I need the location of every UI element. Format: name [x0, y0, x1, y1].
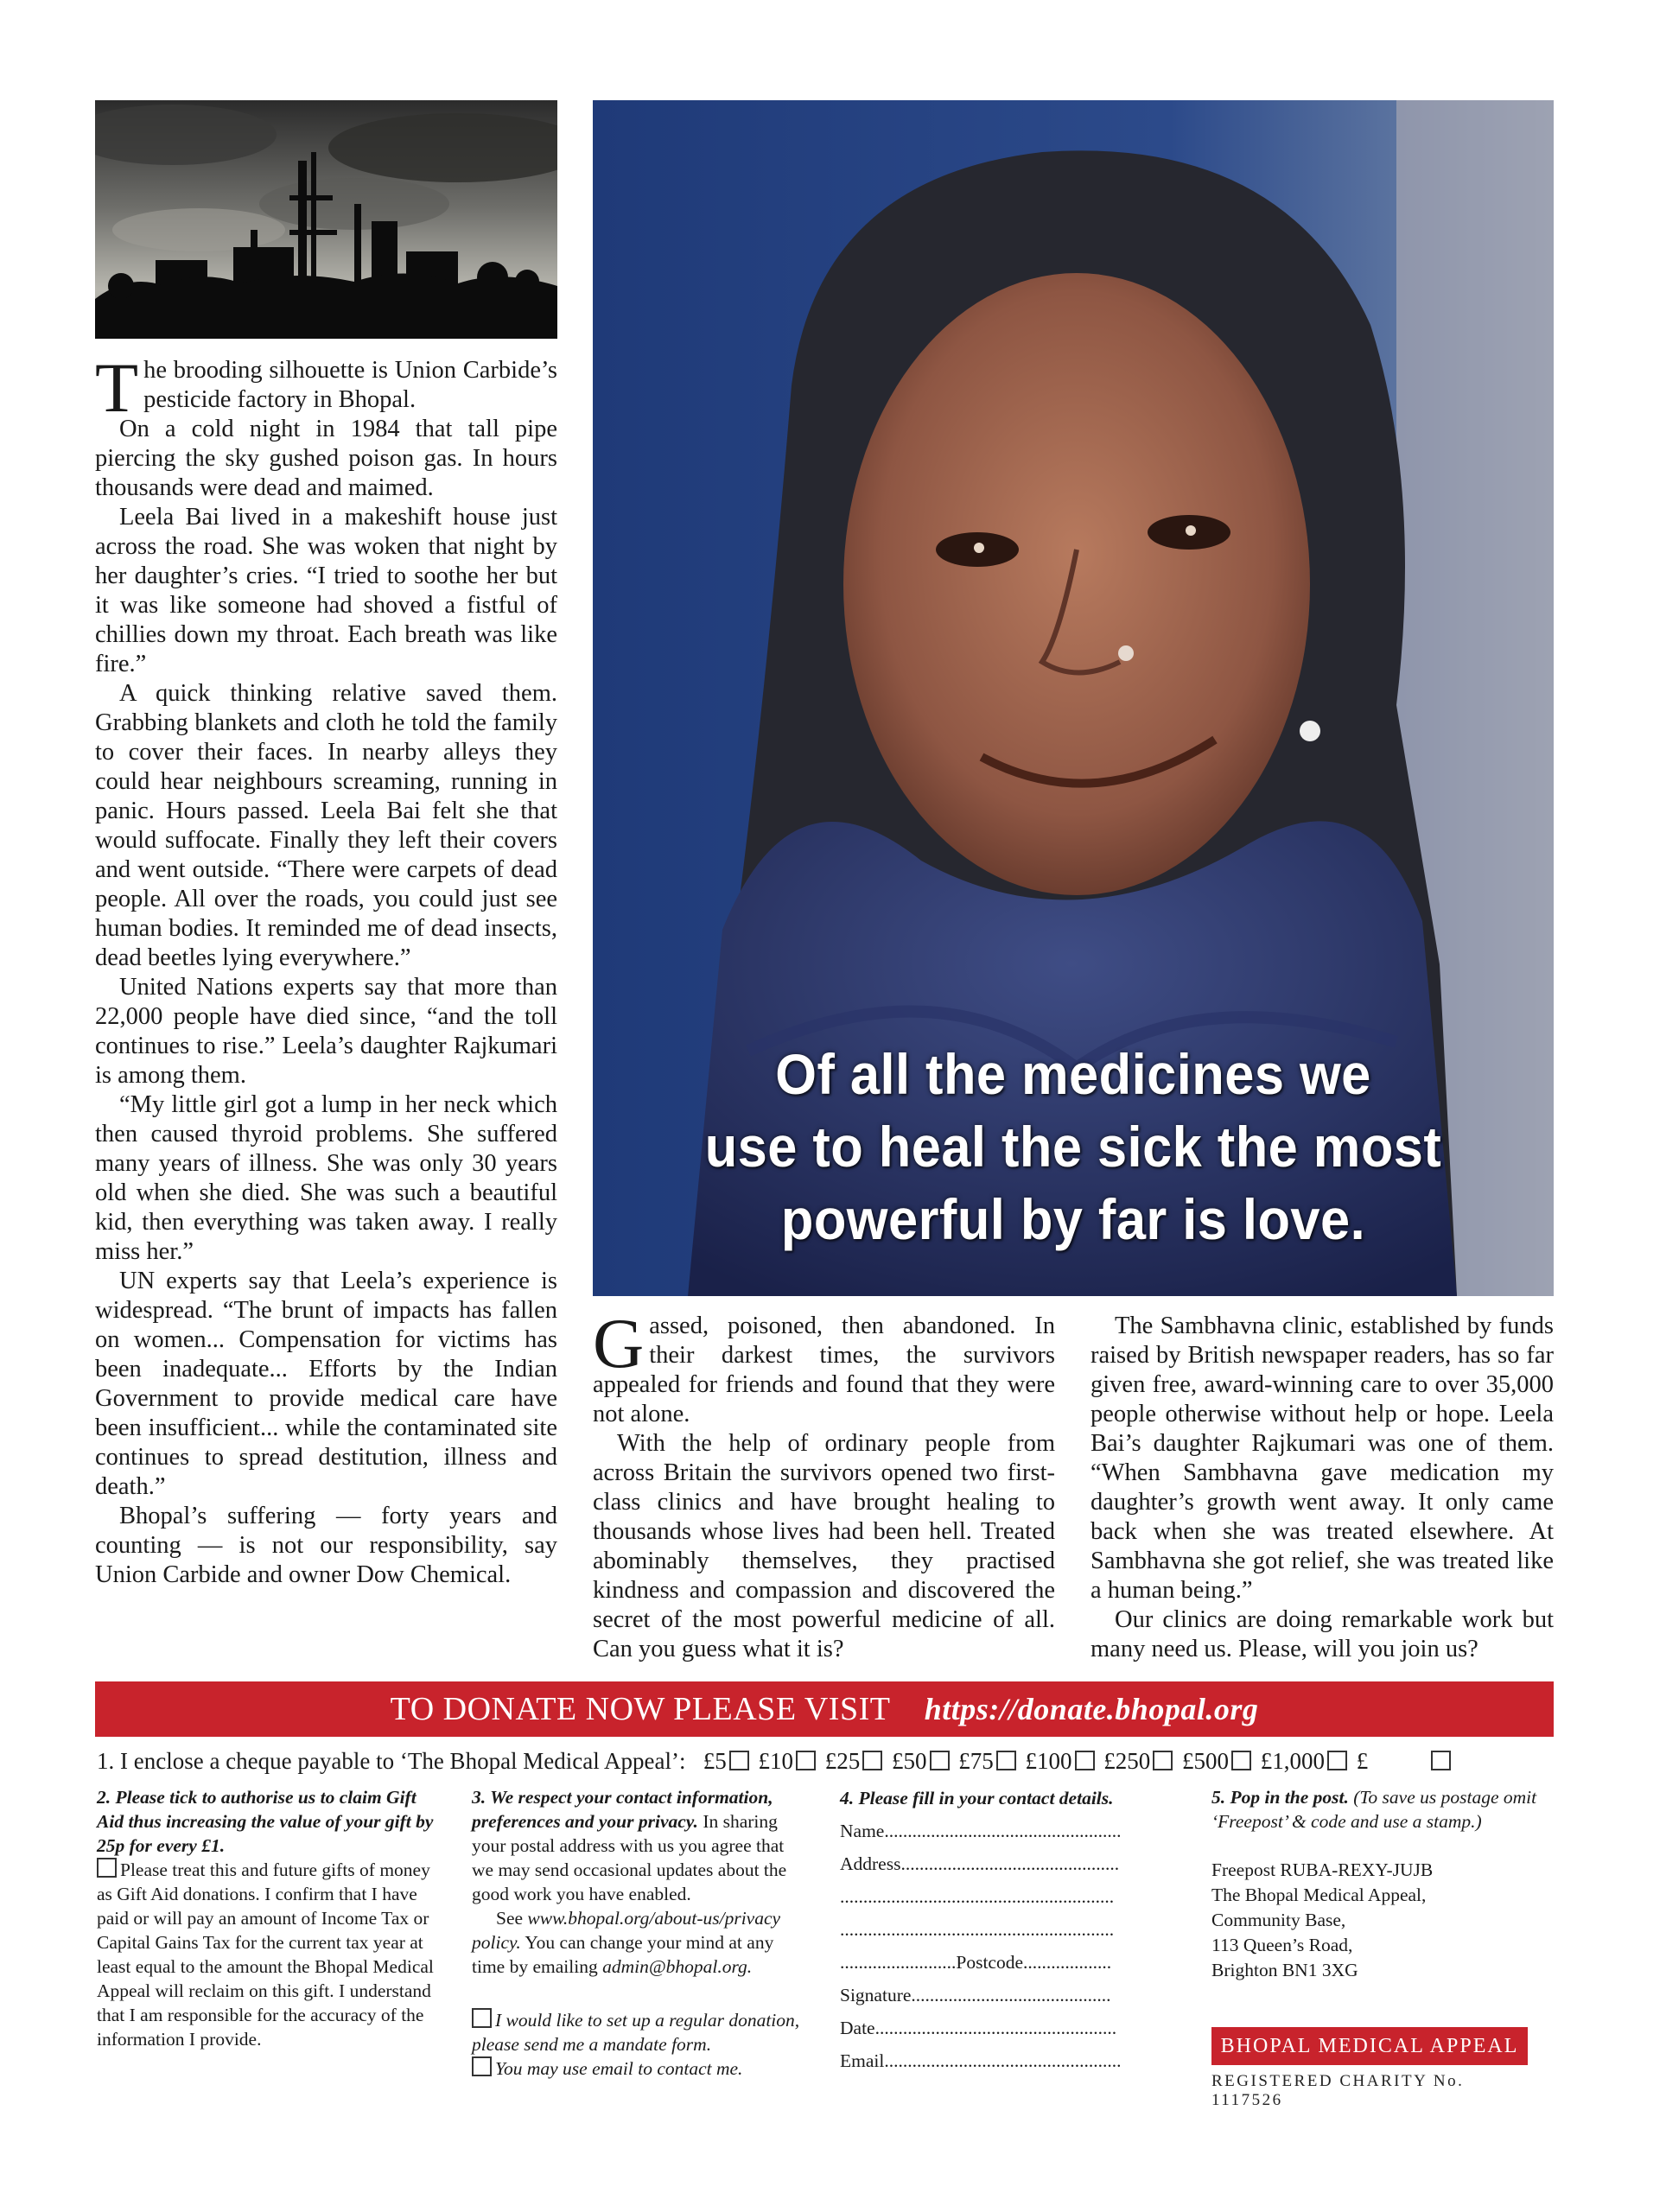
paragraph: Leela Bai lived in a makeshift house just across the road. She was woken that night by her daughter’s cries. “I tried to soothe her but it was like someone had shoved a fistful of chillies down my throat. Each breath was like fire.” — [95, 504, 557, 677]
privacy-section — [472, 1785, 807, 2081]
privacy-policy-text: See www.bhopal.org/about-us/privacy policy. You can change your mind at any time by emailing admin@bhopal.org. — [472, 1908, 781, 1977]
checkbox-icon — [862, 1751, 882, 1770]
checkbox-icon — [472, 2008, 492, 2028]
contact-details-section — [840, 1785, 1177, 2077]
quote-line: use to heal the sick the most — [704, 1115, 1442, 1179]
portrait-photo — [593, 100, 1554, 1296]
checkbox-icon — [1327, 1751, 1347, 1770]
regular-donation-option[interactable]: I would like to set up a regular donation, please send me a mandate form. — [472, 2010, 800, 2055]
amount-option[interactable]: £10 — [759, 1748, 820, 1774]
paragraph: The Sambhavna clinic, established by funds raised by British newspaper readers, has so far given free, award-winning care to over 35,000 people otherwise without help or hope. Leela Bai’s daughter Rajkumari was one of them. “When Sambhavna gave medication my daughter’s growth went away. It only came back when she was treated elsewhere. At Sambhavna she got relief, she was treated like a human being.” — [1091, 1313, 1554, 1604]
paragraph: The brooding silhouette is Union Carbide’s pesticide factory in Bhopal. — [95, 348, 557, 427]
charity-logo-badge: BHOPAL MEDICAL APPEAL — [1211, 2027, 1528, 2065]
quote-line: Of all the medicines we — [775, 1042, 1371, 1106]
paragraph: Bhopal’s suffering — forty years and counting — is not our responsibility, say Union Carbide and owner Dow Chemical. — [95, 1503, 557, 1588]
checkbox-icon — [796, 1751, 816, 1770]
address-field[interactable]: Address............................................... — [840, 1853, 1120, 1874]
checkbox-icon[interactable] — [97, 1858, 117, 1878]
email-link[interactable]: admin@bhopal.org. — [602, 1956, 753, 1977]
registered-charity-number: REGISTERED CHARITY No. 1117526 — [1211, 2072, 1465, 2109]
paragraph: Our clinics are doing remarkable work but many need us. Please, will you join us? — [1091, 1606, 1554, 1662]
gift-aid-declaration[interactable]: Please treat this and future gifts of money as Gift Aid donations. I confirm that I have paid or will pay an amount of Income Tax or Capital Gains Tax for the current tax year at least equal to the amount the Bhopal Medical Appeal will reclaim on this gift. I understand that I am responsible for the accuracy of the information I provide. — [97, 1859, 434, 2050]
freepost-address: Freepost RUBA-REXY-JUJB The Bhopal Medical Appeal, Community Base, 113 Queen’s Road, Brighton BN1 3XG — [1211, 1859, 1434, 1980]
amount-option[interactable]: £250 — [1103, 1748, 1176, 1774]
privacy-url-link[interactable]: www.bhopal.org/about-us/privacy policy. — [472, 1908, 781, 1953]
privacy-text: 3. We respect your contact information, preferences and your privacy. In sharing your postal address with us you agree that we may send occasional updates about the good work you have enabled. — [472, 1787, 787, 1904]
address-field-line-3[interactable]: ........................................................... — [840, 1919, 1115, 1940]
checkbox-icon — [1153, 1751, 1173, 1770]
article-column-2 — [593, 1304, 1055, 1664]
donate-url-link[interactable]: https://donate.bhopal.org — [924, 1692, 1259, 1726]
email-contact-option[interactable]: You may use email to contact me. — [472, 2056, 807, 2081]
paragraph: With the help of ordinary people from across Britain the survivors opened two first-class clinics and have brought healing to thousands whose lives had been hell. Treated abominably themselves, they practised kindness and compassion and discovered the secret of the most powerful medicine of all. Can you guess what it is? — [593, 1430, 1055, 1662]
portrait-quote — [626, 1038, 1520, 1255]
gift-aid-heading: 2. Please tick to authorise us to claim Gift Aid thus increasing the value of your gift by 25p for every £1. — [97, 1787, 434, 1856]
date-field[interactable]: Date.................................................... — [840, 2018, 1117, 2038]
paragraph: “My little girl got a lump in her neck which then caused thyroid problems. She suffered many years of illness. She was only 30 years old when she died. She was such a beautiful kid, then everything was taken away. I really miss her.” — [95, 1091, 557, 1265]
post-heading: 5. Pop in the post. (To save us postage omit ‘Freepost’ & code and use a stamp.) — [1211, 1787, 1537, 1832]
paragraph: Gassed, poisoned, then abandoned. In their darkest times, the survivors appealed for friends and found that they were not alone. — [593, 1304, 1055, 1427]
postcode-field[interactable]: .........................Postcode................... — [840, 1952, 1112, 1973]
amount-option[interactable]: £50 — [892, 1748, 953, 1774]
paragraph: United Nations experts say that more than 22,000 people have died since, “and the toll continues to rise.” Leela’s daughter Rajkumari is among them. — [95, 974, 557, 1089]
article-column-3 — [1091, 1312, 1554, 1664]
checkbox-icon — [1231, 1751, 1251, 1770]
donate-banner — [95, 1681, 1554, 1737]
checkbox-icon — [996, 1751, 1016, 1770]
post-section — [1211, 1785, 1554, 1983]
amount-option[interactable]: £100 — [1026, 1748, 1098, 1774]
amount-option[interactable]: £75 — [958, 1748, 1020, 1774]
checkbox-icon — [1431, 1751, 1451, 1770]
checkbox-icon — [930, 1751, 950, 1770]
checkbox-icon — [1075, 1751, 1095, 1770]
amount-option-other[interactable]: £ — [1357, 1748, 1455, 1774]
contact-heading: 4. Please fill in your contact details. — [840, 1788, 1114, 1808]
article-column-1 — [95, 348, 557, 1590]
amount-option[interactable]: £1,000 — [1261, 1748, 1351, 1774]
signature-field[interactable]: Signature........................................... — [840, 1985, 1111, 2005]
quote-line: powerful by far is love. — [780, 1187, 1366, 1251]
paragraph: A quick thinking relative saved them. Grabbing blankets and cloth he told the family to cover their faces. In nearby alleys they could hear neighbours screaming, running in panic. Hours passed. Leela Bai felt she that would suffocate. Finally they left their covers and went outside. “There were carpets of dead people. All over the roads, you could just see human bodies. It reminded me of dead insects, dead beetles lying everywhere.” — [95, 680, 557, 971]
amount-option[interactable]: £5 — [703, 1748, 753, 1774]
paragraph: On a cold night in 1984 that tall pipe piercing the sky gushed poison gas. In hours thousands were dead and maimed. — [95, 416, 557, 501]
name-field[interactable]: Name................................................... — [840, 1821, 1122, 1841]
checkbox-icon — [472, 2056, 492, 2076]
address-field-line-2[interactable]: ........................................................... — [840, 1886, 1115, 1907]
factory-photo — [95, 100, 557, 339]
drop-cap: T — [95, 348, 139, 427]
donate-banner-text: TO DONATE NOW PLEASE VISIT — [390, 1691, 890, 1727]
amount-option[interactable]: £25 — [825, 1748, 887, 1774]
amount-option[interactable]: £500 — [1182, 1748, 1255, 1774]
cheque-label: 1. I enclose a cheque payable to ‘The Bhopal Medical Appeal’: — [97, 1748, 686, 1774]
checkbox-icon — [729, 1751, 749, 1770]
gift-aid-section — [97, 1785, 438, 2051]
email-field[interactable]: Email................................................... — [840, 2050, 1122, 2071]
cheque-amount-row — [97, 1745, 1554, 1777]
drop-cap: G — [593, 1304, 645, 1382]
paragraph: UN experts say that Leela’s experience is widespread. “The brunt of impacts has fallen on women... Compensation for victims has been inadequate... Efforts by the Indian Government to provide medical care have been insufficient... while the contaminated site continues to spread destitution, illness and death.” — [95, 1268, 557, 1500]
